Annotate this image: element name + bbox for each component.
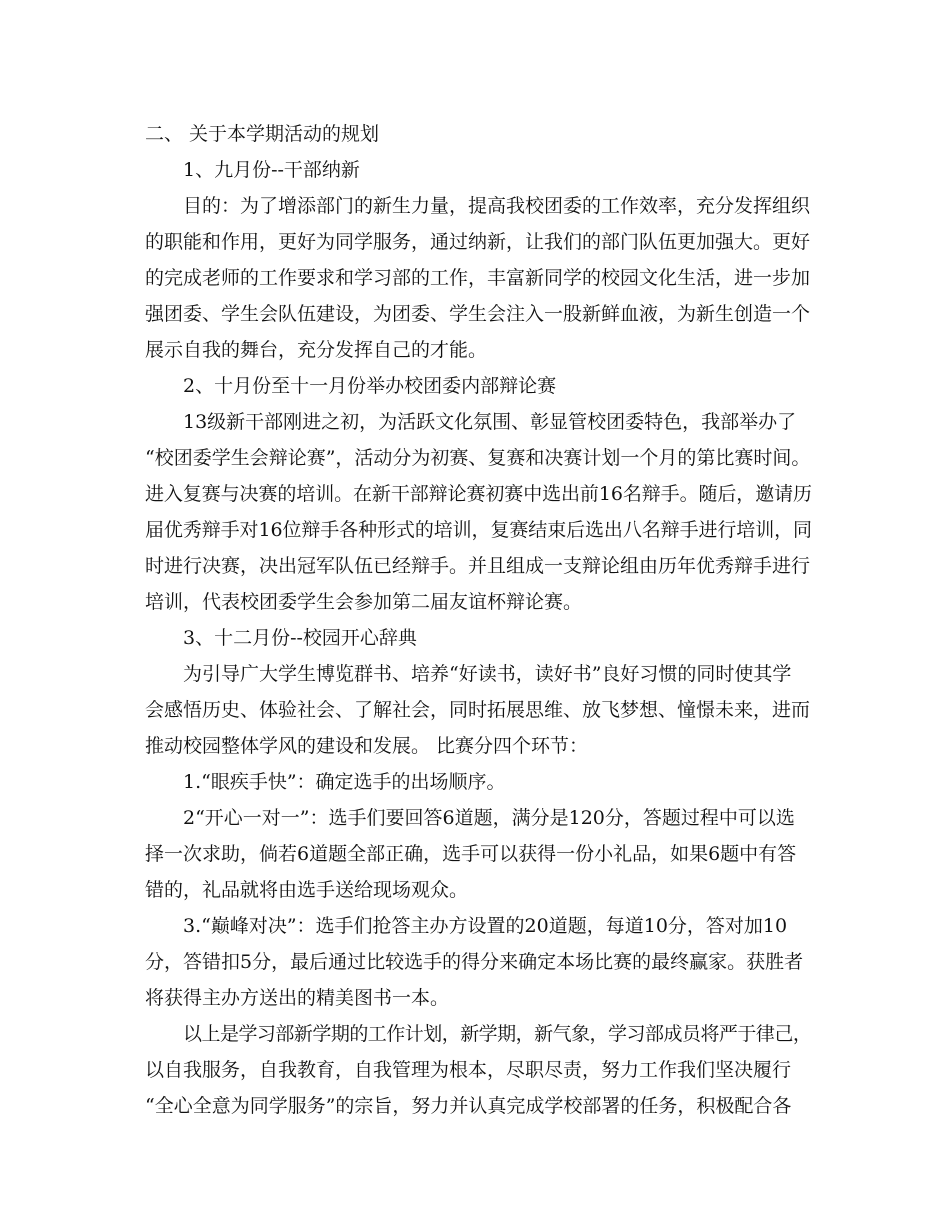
paragraph-line: 以自我服务，自我教育，自我管理为根本，尽职尽责，努力工作我们坚决履行 bbox=[145, 1059, 792, 1081]
paragraph-line: “全心全意为同学服务”的宗旨，努力并认真完成学校部署的任务，积极配合各 bbox=[145, 1095, 792, 1117]
list-item-line: 择一次求助，倘若6道题全部正确，选手可以获得一份小礼品，如果6题中有答 bbox=[145, 843, 797, 865]
paragraph-line: 为引导广大学生博览群书、培养“好读书，读好书”良好习惯的同时使其学 bbox=[183, 663, 792, 685]
subsection-heading: 3、十二月份--校园开心辞典 bbox=[183, 627, 417, 649]
paragraph-line: 届优秀辩手对16位辩手各种形式的培训，复赛结束后选出八名辩手进行培训，同 bbox=[145, 519, 812, 541]
list-item-line: 错的，礼品就将由选手送给现场观众。 bbox=[145, 879, 469, 901]
section-heading: 二、 关于本学期活动的规划 bbox=[145, 123, 380, 145]
paragraph-line: 13级新干部刚进之初，为活跃文化氛围、彰显管校团委特色，我部举办了 bbox=[183, 411, 797, 433]
list-item-line: 将获得主办方送出的精美图书一本。 bbox=[145, 987, 450, 1009]
paragraph-line: 推动校园整体学风的建设和发展。 比赛分四个环节： bbox=[145, 735, 589, 757]
subsection-heading: 2、十月份至十一月份举办校团委内部辩论赛 bbox=[183, 375, 557, 397]
paragraph-line: 进入复赛与决赛的培训。在新干部辩论赛初赛中选出前16名辩手。随后，邀请历 bbox=[145, 483, 812, 505]
paragraph-line: “校团委学生会辩论赛”，活动分为初赛、复赛和决赛计划一个月的第比赛时间。 bbox=[145, 447, 811, 469]
list-item-line: 分，答错扣5分，最后通过比较选手的得分来确定本场比赛的最终赢家。获胜者 bbox=[145, 951, 804, 973]
paragraph-line: 的完成老师的工作要求和学习部的工作，丰富新同学的校园文化生活，进一步加 bbox=[145, 267, 811, 289]
paragraph-line: 的职能和作用，更好为同学服务，通过纳新，让我们的部门队伍更加强大。更好 bbox=[145, 231, 811, 253]
list-item-line: 2“开心一对一”：选手们要回答6道题，满分是120分，答题过程中可以选 bbox=[183, 807, 795, 829]
list-item-line: 1.“眼疾手快”：确定选手的出场顺序。 bbox=[183, 771, 506, 793]
paragraph-line: 时进行决赛，决出冠军队伍已经辩手。并且组成一支辩论组由历年优秀辩手进行 bbox=[145, 555, 811, 577]
paragraph-line: 强团委、学生会队伍建设，为团委、学生会注入一股新鲜血液，为新生创造一个 bbox=[145, 303, 811, 325]
paragraph-line: 目的：为了增添部门的新生力量，提高我校团委的工作效率，充分发挥组织 bbox=[183, 195, 811, 217]
paragraph-line: 培训，代表校团委学生会参加第二届友谊杯辩论赛。 bbox=[145, 591, 583, 613]
paragraph-line: 会感悟历史、体验社会、了解社会，同时拓展思维、放飞梦想、憧憬未来，进而 bbox=[145, 699, 811, 721]
paragraph-line: 以上是学习部新学期的工作计划，新学期，新气象，学习部成员将严于律己， bbox=[183, 1023, 812, 1045]
paragraph-line: 展示自我的舞台，充分发挥自己的才能。 bbox=[145, 339, 488, 361]
subsection-heading: 1、九月份--干部纳新 bbox=[183, 159, 360, 181]
list-item-line: 3.“巅峰对决”：选手们抢答主办方设置的20道题，每道10分，答对加10 bbox=[183, 915, 788, 937]
